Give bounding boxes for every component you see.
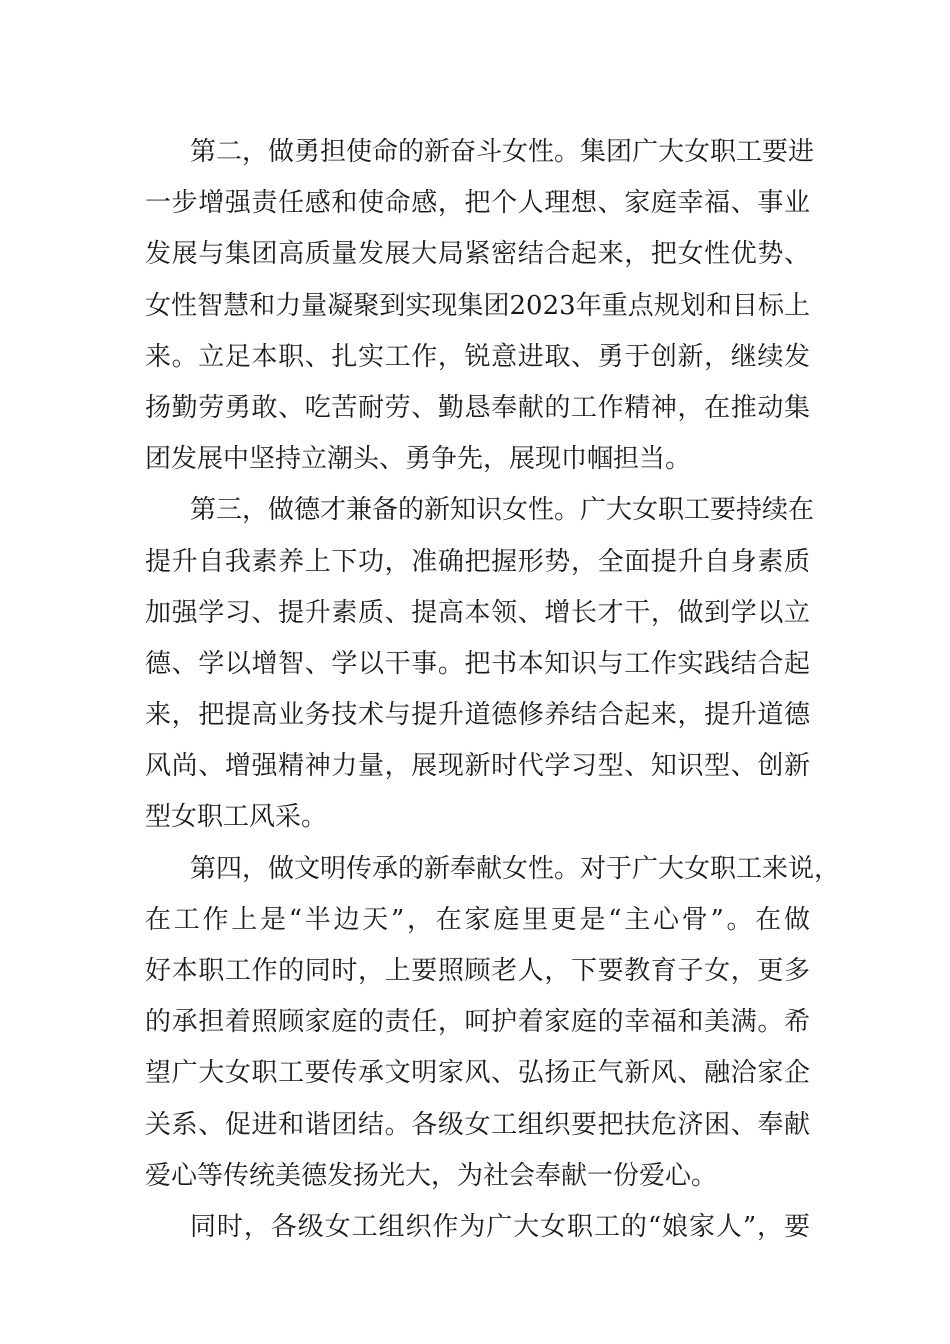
- text-line: 第二，做勇担使命的新奋斗女性。集团广大女职工要进: [190, 137, 815, 167]
- text-line: 加强学习、提升素质、提高本领、增长才干，做到学以立: [145, 597, 810, 628]
- text-line: 同时，各级女工组织作为广大女职工的“娘家人”，要: [190, 1211, 810, 1242]
- text-line: 提升自我素养上下功，准确把握形势，全面提升自身素质: [145, 546, 810, 577]
- text-line: 发展与集团高质量发展大局紧密结合起来，把女性优势、: [145, 239, 810, 270]
- paragraph: [145, 127, 815, 485]
- text-line: 关系、促进和谐团结。各级女工组织要把扶危济困、奉献: [145, 1109, 810, 1140]
- document-body: [145, 127, 841, 1253]
- text-line: 女性智慧和力量凝聚到实现集团2023年重点规划和目标上: [145, 290, 810, 321]
- text-line: 团发展中坚持立潮头、勇争先，展现巾帼担当。: [145, 444, 692, 475]
- text-line: 第三，做德才兼备的新知识女性。广大女职工要持续在: [190, 495, 815, 526]
- text-line: 扬勤劳勇敢、吃苦耐劳、勤恳奉献的工作精神，在推动集: [145, 392, 810, 423]
- text-line: 德、学以增智、学以干事。把书本知识与工作实践结合起: [145, 648, 810, 679]
- text-line: 来。立足本职、扎实工作，锐意进取、勇于创新，继续发: [145, 341, 810, 372]
- text-line: 望广大女职工要传承文明家风、弘扬正气新风、融洽家企: [145, 1058, 810, 1089]
- text-line: 好本职工作的同时，上要照顾老人，下要教育子女，更多: [145, 956, 810, 986]
- text-line: 在工作上是“半边天”，在家庭里更是“主心骨”。在做: [145, 904, 810, 935]
- text-line: 来，把提高业务技术与提升道德修养结合起来，提升道德: [145, 700, 810, 731]
- paragraph: [145, 485, 815, 843]
- text-line: 的承担着照顾家庭的责任，呵护着家庭的幸福和美满。希: [145, 1007, 810, 1038]
- text-line: 型女职工风采。: [145, 802, 328, 833]
- paragraph: [145, 844, 841, 1202]
- paragraph: [145, 1202, 810, 1253]
- text-line: 一步增强责任感和使命感，把个人理想、家庭幸福、事业: [145, 188, 810, 219]
- text-line: 第四，做文明传承的新奉献女性。对于广大女职工来说，: [190, 853, 841, 884]
- text-line: 风尚、增强精神力量，展现新时代学习型、知识型、创新: [145, 751, 810, 782]
- text-line: 爱心等传统美德发扬光大，为社会奉献一份爱心。: [145, 1160, 718, 1191]
